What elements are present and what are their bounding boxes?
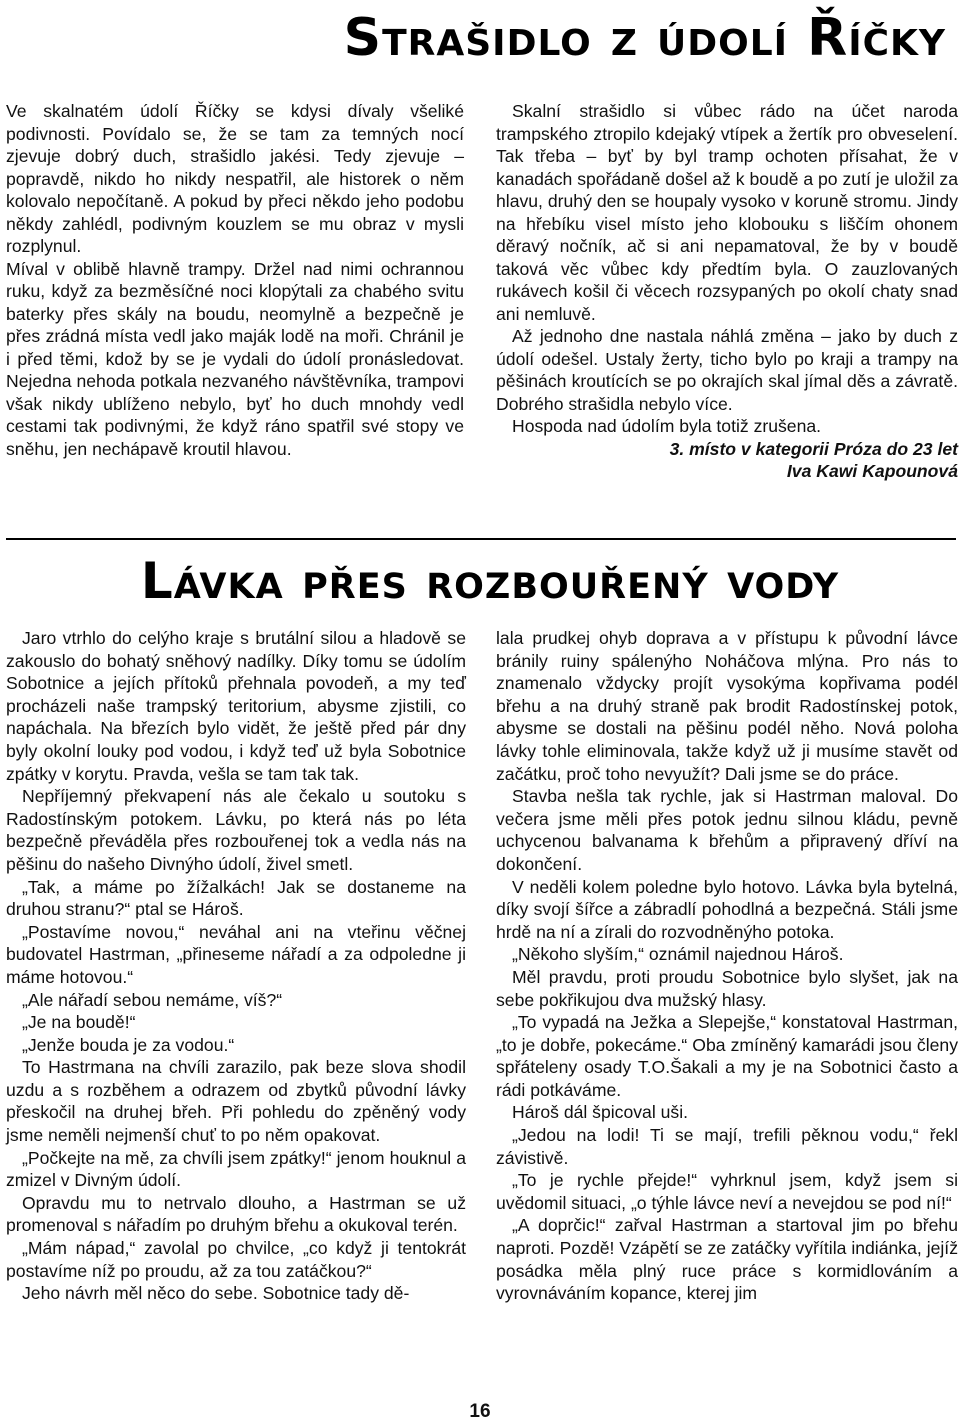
- paragraph: „To je rychle přejde!“ vyhrknul jsem, když jsem si uvědomil situaci, „o týhle lávce neví a nevejdou se pod ní!“: [496, 1170, 958, 1213]
- paragraph: Nepříjemný překvapení nás ale čekalo u soutoku s Radostínským potokem. Lávku, po která nás po léta bezpečně převáděla přes rozbouřenej tok a vedla nás na pěšinu do našeho Divnýho údolí, živel smetl.: [6, 786, 466, 874]
- article-column-left: [6, 627, 466, 1305]
- award-line: 3. místo v kategorii Próza do 23 let: [669, 438, 958, 459]
- paragraph: Jaro vtrhlo do celýho kraje s brutální silou a hladově se zakouslo do bohatý sněhový nadílky. Díky tomu se údolím Sobotnice a jejích přítoků přehnala povodeň, a my teď procházeli naše trampský teritorium, abysme zjistili, co napáchala. Na březích bylo vidět, že ještě před pár dny byly okolní louky pod vodou, i když teď už byla Sobotnice zpátky v korytu. Pravda, vešla se tam tak tak.: [6, 628, 466, 784]
- paragraph: To Hastrmana na chvíli zarazilo, pak beze slova shodil uzdu a s rozběhem a odrazem od zbytků původní lávky přeskočil na druhej břeh. Při pohledu do zpěněný vody jsme neměli nejmenší chuť to po něm opakovat.: [6, 1057, 466, 1146]
- paragraph: Jeho návrh měl něco do sebe. Sobotnice tady dě-: [22, 1283, 410, 1304]
- paragraph: Hospoda nad údolím byla totiž zrušena.: [512, 416, 822, 436]
- paragraph: „Je na boudě!“: [22, 1012, 136, 1033]
- paragraph: „Ale nářadí sebou nemáme, víš?“: [22, 989, 283, 1010]
- paragraph: „Tak, a máme po žížalkách! Jak se dostaneme na druhou stranu?“ ptal se Hároš.: [6, 876, 466, 920]
- section-divider: [6, 538, 956, 540]
- paragraph: Skalní strašidlo si vůbec rádo na účet naroda trampského ztropilo kdejaký vtípek a žertík pro obveselení. Tak třeba – byť by byl tramp ochoten přísahat, že v kanadách spořádaně došel až k boudě a po zutí je uložil za hlavu, druhý den se houpaly vysoko v koruně stromu. Jindy na hřebíku visel místo jeho klobouku s liščím ohonem děravý nočník, ač si ani nepamatoval, že by v boudě taková věc vůbec kdy předtím byla. O zauzlovaných rukávech košil či věcech rozsypaných po okolí chaty snad ani nemluvě.: [496, 101, 958, 324]
- paragraph: „Počkejte na mě, za chvíli jsem zpátky!“ jenom houknul a zmizel v Divným údolí.: [6, 1147, 466, 1191]
- article-title: Lávka přes rozbouřený vody: [140, 552, 840, 610]
- page-number: 16: [469, 1401, 491, 1422]
- paragraph: „Mám nápad,“ zavolal po chvilce, „co když ji tentokrát postavíme níž po proudu, až za tou zatáčkou?“: [6, 1238, 466, 1281]
- paragraph: „Postavíme novou,“ neváhal ani na vteřinu věčnej budovatel Hastrman, „přineseme nářadí a za odpoledne ji máme hotovou.“: [6, 921, 466, 987]
- article-column-left: [6, 100, 464, 460]
- author-name: Iva Kawi Kapounová: [786, 461, 958, 481]
- paragraph: Opravdu mu to netrvalo dlouho, a Hastrman se už promenoval s nářadím po druhým břehu a okukoval terén.: [6, 1192, 466, 1236]
- article-column-right: [496, 100, 958, 483]
- paragraph: „Někoho slyším,“ oznámil najednou Hároš.: [512, 944, 844, 965]
- paragraph: Hároš dál špicoval uši.: [512, 1102, 689, 1123]
- paragraph: Stavba nešla tak rychle, jak si Hastrman maloval. Do večera jsme měli přes potok jednu silnou kládu, pevně uchycenou balvanama k břehům a připravený dříví na dokončení.: [496, 786, 958, 874]
- article-title: Strašidlo z údolí Říčky: [343, 8, 946, 68]
- paragraph: Míval v oblibě hlavně trampy. Držel nad nimi ochrannou ruku, když za bezměsíčné noci klopýtali za chabého svitu baterky přes skály na boudu, neomylně a bezpečně je přes zrádná místa vedl jako maják lodě na moři. Chránil je i před těmi, kdož by se je vydali do údolí pronásledovat. Nejedna nehoda potkala nezvaného návštěvníka, trampovi však nikdy ublíženo nebylo, byť ho duch mnohdy vedl cestami tak podivnými, že když ráno spatřil své stopy ve sněhu, jen nechápavě kroutil hlavou.: [6, 258, 464, 459]
- paragraph: Až jednoho dne nastala náhlá změna – jako by duch z údolí odešel. Ustaly žerty, ticho bylo po kraji a trampy na pěšinách kroutících se po okrajích skal jímal děs a závratě. Dobrého strašidla nebylo více.: [496, 326, 958, 414]
- paragraph: „Jenže bouda je za vodou.“: [22, 1034, 235, 1055]
- paragraph: lala prudkej ohyb doprava a v přístupu k původní lávce bránily ruiny spálenýho Noháčova mlýna. Pro nás to znamenalo vždycky projít vysokýma kopřivama podél břehu a na druhý straně pak brodit Radostínskej potok, abysme se dostali na pěšinu podél něho. Nová poloha lávky tohle eliminovala, takže když už ji musíme stavět od začátku, proč toho nevyužít? Dali jsme se do práce.: [496, 628, 958, 784]
- paragraph: Ve skalnatém údolí Říčky se kdysi dívaly všeliké podivnosti. Povídalo se, že se tam za temných nocí zjevuje dobrý duch, strašidlo jakési. Tedy zjevuje – popravdě, nikdo ho nikdy nespatřil, ale historek o něm kolovalo nepočítaně. A pokud by přeci někdo jeho podobu někdy zahlédl, podivným kouzlem se mu obraz v mysli rozplynul.: [6, 101, 464, 256]
- paragraph: V neděli kolem poledne bylo hotovo. Lávka byla bytelná, díky svojí šířce a zábradlí pohodlná a bezpečná. Stáli jsme hrdě na ní a zírali do rozvodněnýho potoka.: [496, 876, 958, 942]
- paragraph: „To vypadá na Ježka a Slepejše,“ konstatoval Hastrman, „to je dobře, pokecáme.“ Oba zmíněný kamarádi jsou členy spřáteleny osady T.O.Šakali a my je na Sobotnici často a rádi potkáváme.: [496, 1012, 958, 1100]
- paragraph: „Jedou na lodi! Ti se mají, trefili pěknou vodu,“ řekl závistivě.: [496, 1125, 958, 1168]
- article-column-right: [496, 627, 958, 1305]
- paragraph: „A doprčic!“ zařval Hastrman a startoval jim po břehu naproti. Pozdě! Vzápětí se ze zatáčky vyřítila indiánka, jejíž posádka měla plný ruce práce s kormidlováním a vyrovnáváním kopance, kterej jim: [496, 1215, 958, 1304]
- paragraph: Měl pravdu, proti proudu Sobotnice bylo slyšet, jak na sebe pokřikujou dva mužský hlasy.: [496, 966, 958, 1010]
